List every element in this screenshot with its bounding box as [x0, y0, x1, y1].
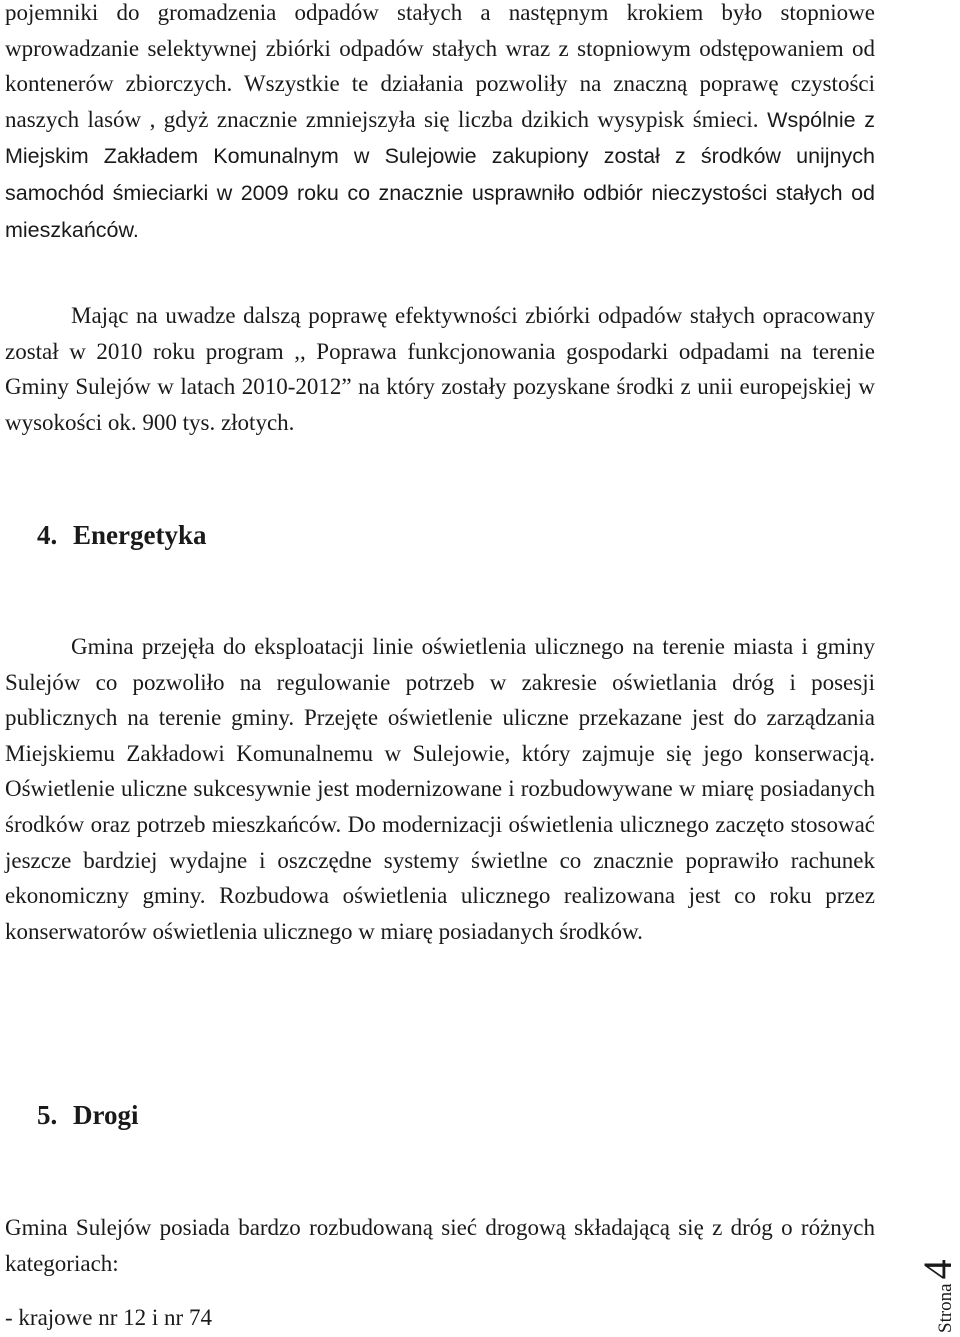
page-label-word: Strona — [935, 1283, 956, 1333]
heading-drogi-number: 5. — [37, 1100, 58, 1130]
paragraph-waste-collection-part-b: Wspólnie z Miejskim Zakładem Komunalnym w Sulejowie zakupiony został z środków unijnych samochód śmieciarki w 2009 roku co znacznie usprawniło odbiór nieczystości stałych od mieszkańców. — [5, 107, 875, 242]
paragraph-waste-collection — [5, 0, 875, 248]
page-number: 4 — [915, 1259, 960, 1280]
list-item-national-roads: - krajowe nr 12 i nr 74 — [5, 1305, 212, 1330]
heading-drogi — [37, 1099, 139, 1131]
heading-energetyka-number: 4. — [37, 520, 58, 550]
page-number-label — [915, 1213, 960, 1333]
heading-energetyka-title: Energetyka — [73, 520, 207, 550]
heading-drogi-title: Drogi — [73, 1100, 139, 1130]
heading-energetyka — [37, 519, 206, 551]
paragraph-waste-collection-part-a: pojemniki do gromadzenia odpadów stałych a następnym krokiem było stopniowe wprowadzanie selektywnej zbiórki odpadów stałych wraz z stopniowym odstępowaniem od kontenerów zbiorczych. Wszystkie te działania pozwoliły na znaczną poprawę czystości naszych lasów , gdyż znacznie zmniejszyła się liczba dzikich wysypisk śmieci. — [5, 0, 875, 132]
paragraph-waste-program: Mając na uwadze dalszą poprawę efektywności zbiórki odpadów stałych opracowany został w 2010 roku program ,, Poprawa funkcjonowania gospodarki odpadami na terenie Gminy Sulejów w latach 2010-2012” na który zostały pozyskane środki z unii europejskiej w wysokości ok. 900 tys. złotych. — [5, 303, 875, 435]
paragraph-road-network: Gmina Sulejów posiada bardzo rozbudowaną sieć drogową składającą się z dróg o różnych kategoriach: — [5, 1215, 875, 1276]
paragraph-street-lighting: Gmina przejęła do eksploatacji linie oświetlenia ulicznego na terenie miasta i gminy Sulejów co pozwoliło na regulowanie potrzeb w zakresie oświetlania dróg i posesji publicznych na terenie gminy. Przejęte oświetlenie uliczne przekazane jest do zarządzania Miejskiemu Zakładowi Komunalnemu w Sulejowie, który zajmuje się jego konserwacją. Oświetlenie uliczne sukcesywnie jest modernizowane i rozbudowywane w miarę posiadanych środków oraz potrzeb mieszkańców. Do modernizacji oświetlenia ulicznego zaczęto stosować jeszcze bardziej wydajne i oszczędne systemy świetlne co znacznie poprawiło rachunek ekonomiczny gminy. Rozbudowa oświetlenia ulicznego realizowana jest co roku przez konserwatorów oświetlenia ulicznego w miarę posiadanych środków. — [5, 634, 875, 944]
